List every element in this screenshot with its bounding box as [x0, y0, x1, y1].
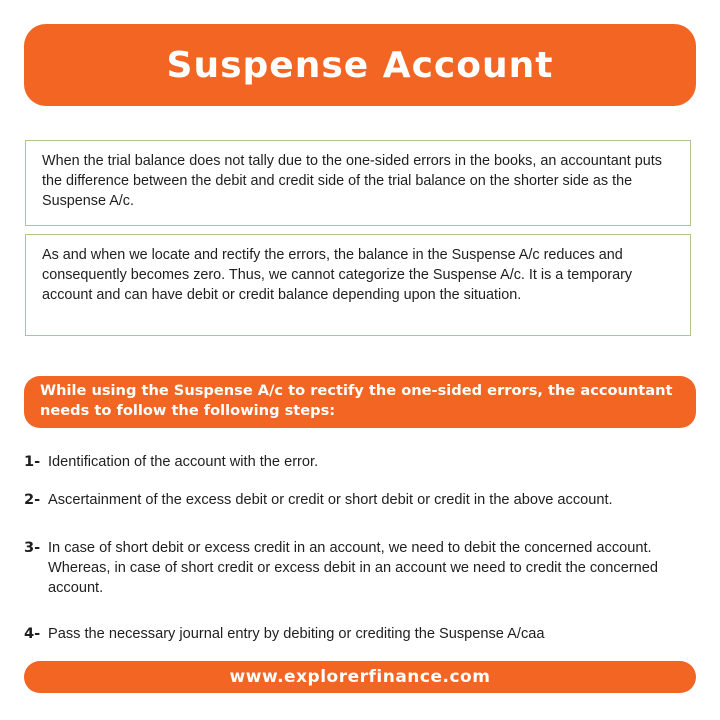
step-item — [24, 624, 704, 644]
step-text: In case of short debit or excess credit in an account, we need to debit the concerned account. Whereas, in case of short credit or excess debit in an account we need to credit the concerned account. — [48, 540, 659, 596]
step-item — [24, 538, 704, 598]
step-item — [24, 452, 704, 472]
steps-heading-banner — [24, 376, 696, 428]
step-item — [24, 490, 704, 510]
footer-banner — [24, 661, 696, 693]
step-number: 3- — [24, 539, 41, 556]
step-number: 2- — [24, 491, 41, 508]
step-text: Identification of the account with the error. — [48, 454, 319, 470]
step-text: Ascertainment of the excess debit or credit or short debit or credit in the above account. — [48, 492, 613, 508]
title-banner — [24, 24, 696, 106]
step-text: Pass the necessary journal entry by debiting or crediting the Suspense A/caa — [48, 626, 545, 642]
steps-heading: While using the Suspense A/c to rectify the one-sided errors, the accountant needs to follow the following steps: — [40, 382, 673, 419]
definition-text: When the trial balance does not tally due to the one-sided errors in the books, an accountant puts the difference between the debit and credit side of the trial balance on the shorter side as the Suspense A/c. — [42, 153, 662, 209]
step-number: 4- — [24, 625, 41, 642]
explanation-box — [25, 234, 691, 336]
page-title: Suspense Account — [166, 44, 554, 86]
explanation-text: As and when we locate and rectify the errors, the balance in the Suspense A/c reduces and consequently becomes zero. Thus, we cannot categorize the Suspense A/c. It is a temporary account and can have debit or credit balance depending upon the situation. — [42, 247, 633, 303]
step-number: 1- — [24, 453, 41, 470]
definition-box — [25, 140, 691, 226]
website-url: www.explorerfinance.com — [229, 667, 491, 687]
